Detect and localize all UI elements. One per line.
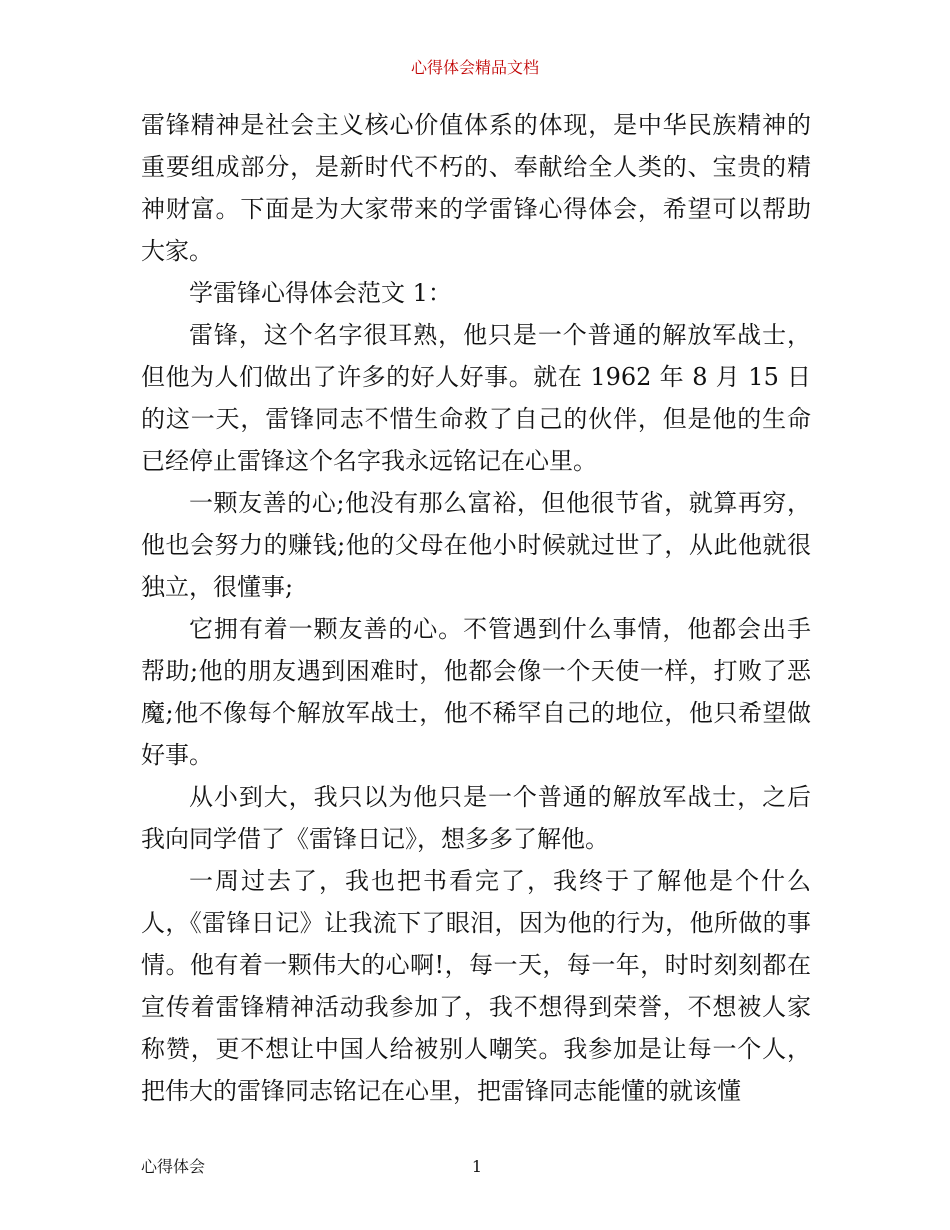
document-body xyxy=(141,104,811,1112)
page-header-title: 心得体会精品文档 xyxy=(410,58,539,77)
paragraph-body: 一颗友善的心;他没有那么富裕，但他很节省，就算再穷，他也会努力的赚钱;他的父母在他小时候就过世了，从此他就很独立，很懂事; xyxy=(141,489,811,601)
paragraph-body: 它拥有着一颗友善的心。不管遇到什么事情，他都会出手帮助;他的朋友遇到困难时，他都会像一个天使一样，打败了恶魔;他不像每个解放军战士，他不稀罕自己的地位，他只希望做好事。 xyxy=(141,615,811,769)
paragraph-intro: 雷锋精神是社会主义核心价值体系的体现，是中华民族精神的重要组成部分，是新时代不朽的、奉献给全人类的、宝贵的精神财富。下面是为大家带来的学雷锋心得体会，希望可以帮助大家。 xyxy=(141,111,811,265)
paragraph-body: 从小到大，我只以为他只是一个普通的解放军战士，之后我向同学借了《雷锋日记》，想多多了解他。 xyxy=(141,783,811,853)
paragraph-section-heading: 学雷锋心得体会范文 1： xyxy=(189,279,452,307)
paragraph-body: 一周过去了，我也把书看完了，我终于了解他是个什么人，《雷锋日记》让我流下了眼泪，因为他的行为，他所做的事情。他有着一颗伟大的心啊!，每一天，每一年，时时刻刻都在宣传着雷锋精神活动我参加了，我不想得到荣誉，不想被人家称赞，更不想让中国人给被别人嘲笑。我参加是让每一个人，把伟大的雷锋同志铭记在心里，把雷锋同志能懂的就该懂 xyxy=(141,867,811,1105)
page-number: 1 xyxy=(471,1157,483,1176)
footer-label: 心得体会 xyxy=(141,1157,206,1176)
paragraph-body: 雷锋，这个名字很耳熟，他只是一个普通的解放军战士，但他为人们做出了许多的好人好事。就在 1962 年 8 月 15 日的这一天，雷锋同志不惜生命救了自己的伙伴，但是他的生命已经停止雷锋这个名字我永远铭记在心里。 xyxy=(141,321,811,475)
